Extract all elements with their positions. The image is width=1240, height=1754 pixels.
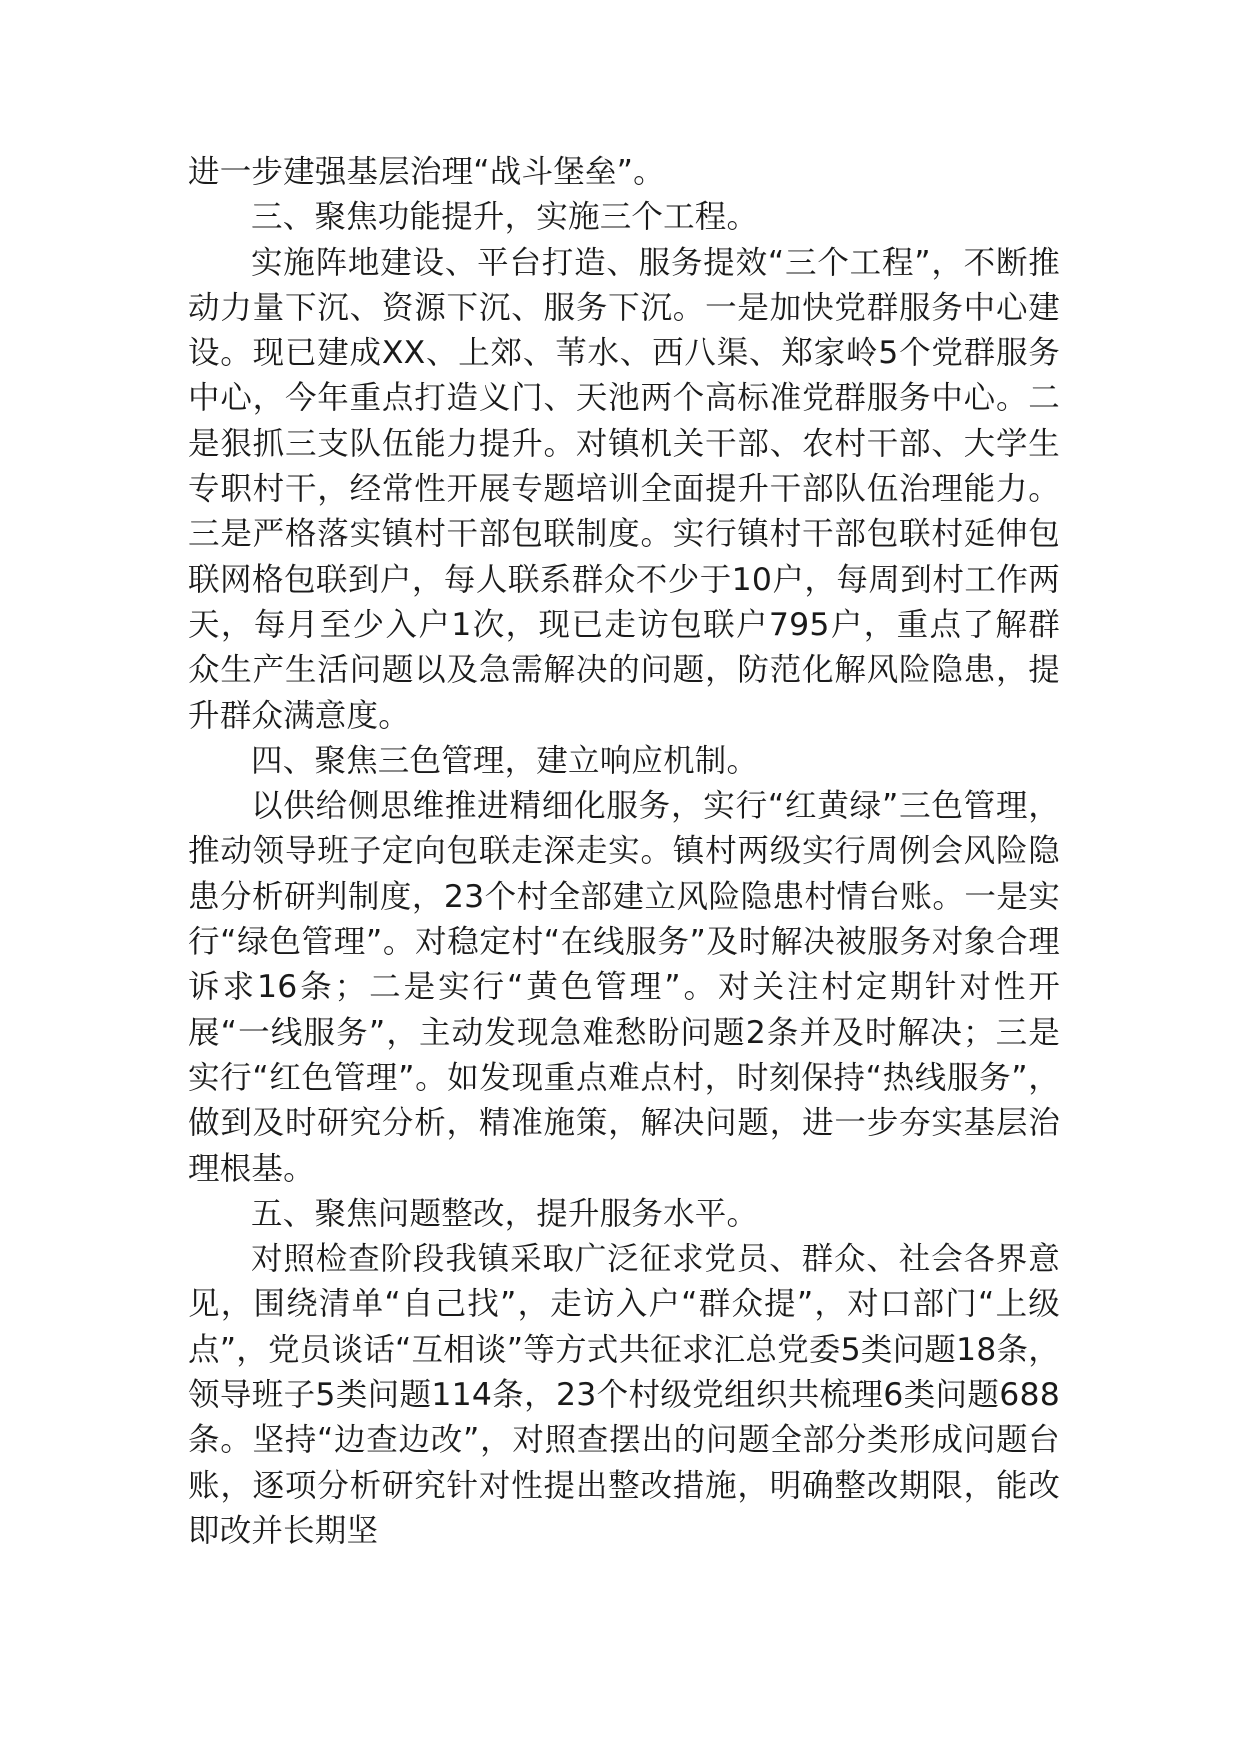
paragraph-section-3: 实施阵地建设、平台打造、服务提效“三个工程”，不断推动力量下沉、资源下沉、服务下沉。一是加快党群服务中心建设。现已建成XX、上郊、苇水、西八渠、郑家岭5个党群服务中心，今年重点打造义门、天池两个高标准党群服务中心。二是狠抓三支队伍能力提升。对镇机关干部、农村干部、大学生专职村干，经常性开展专题培训全面提升干部队伍治理能力。三是严格落实镇村干部包联制度。实行镇村干部包联村延伸包联网格包联到户，每人联系群众不少于10户，每周到村工作两天，每月至少入户1次，现已走访包联户795户，重点了解群众生产生活问题以及急需解决的问题，防范化解风险隐患，提升群众满意度。 [188, 244, 1060, 734]
document-body [188, 150, 1060, 1554]
section-heading-5: 五、聚焦问题整改，提升服务水平。 [251, 1195, 759, 1232]
section-heading-4: 四、聚焦三色管理，建立响应机制。 [251, 742, 759, 779]
paragraph-section-5: 对照检查阶段我镇采取广泛征求党员、群众、社会各界意见，围绕清单“自己找”，走访入户“群众提”，对口部门“上级点”，党员谈话“互相谈”等方式共征求汇总党委5类问题18条，领导班子5类问题114条，23个村级党组织共梳理6类问题688条。坚持“边查边改”，对照查摆出的问题全部分类形成问题台账，逐项分析研究针对性提出整改措施，明确整改期限，能改即改并长期坚 [188, 1241, 1060, 1549]
paragraph-continued: 进一步建强基层治理“战斗堡垒”。 [188, 154, 665, 190]
section-heading-3: 三、聚焦功能提升，实施三个工程。 [251, 199, 759, 236]
paragraph-section-4: 以供给侧思维推进精细化服务，实行“红黄绿”三色管理，推动领导班子定向包联走深走实。镇村两级实行周例会风险隐患分析研判制度，23个村全部建立风险隐患村情台账。一是实行“绿色管理”。对稳定村“在线服务”及时解决被服务对象合理诉求16条；二是实行“黄色管理”。对关注村定期针对性开展“一线服务”，主动发现急难愁盼问题2条并及时解决；三是实行“红色管理”。如发现重点难点村，时刻保持“热线服务”，做到及时研究分析，精准施策，解决问题，进一步夯实基层治理根基。 [188, 788, 1060, 1187]
